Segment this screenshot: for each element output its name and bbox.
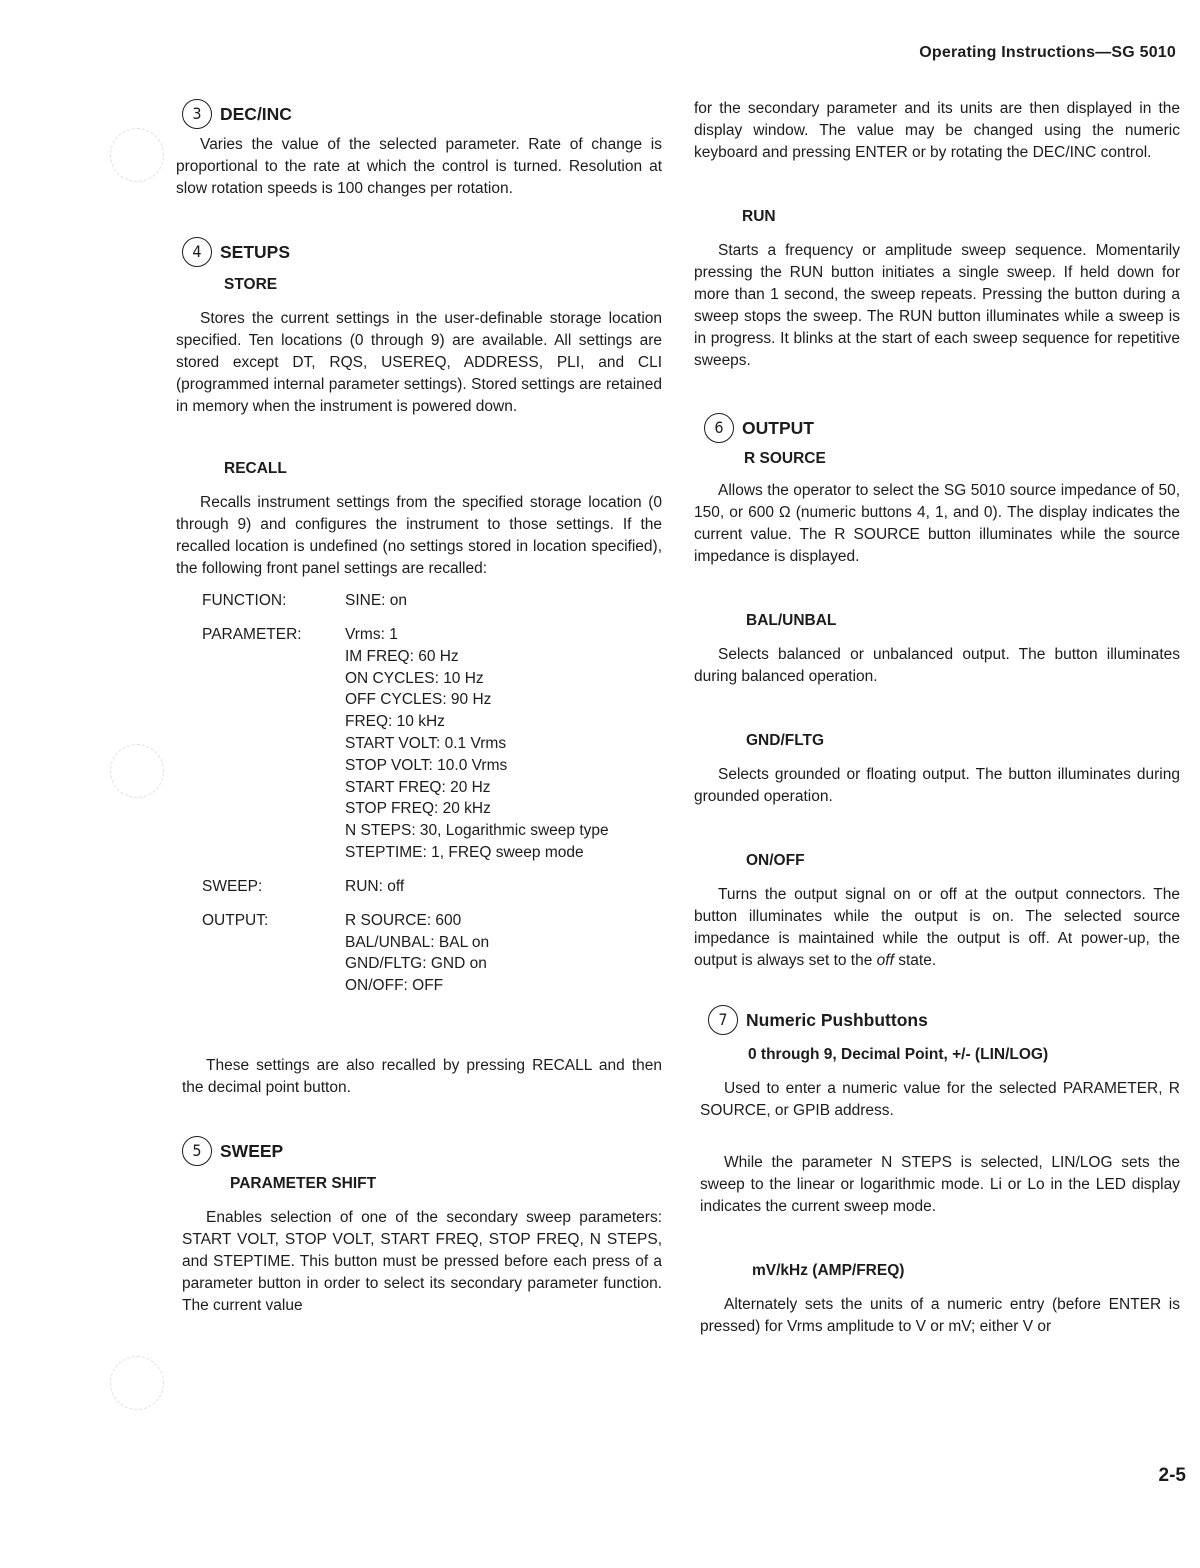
section-output-heading [704, 412, 1180, 444]
on-off-heading: ON/OFF [746, 852, 805, 869]
settings-row-function [202, 590, 662, 612]
section-number-badge: 7 [708, 1005, 738, 1035]
section-title: DEC/INC [220, 104, 292, 124]
parameter-shift-description: Enables selection of one of the secondary sweep parameters: START VOLT, STOP VOLT, START FREQ, STOP FREQ, N STEPS, and STEPTIME. This button must be pressed before each press of a parameter button in order to select its secondary parameter function. The current value [182, 1208, 662, 1314]
settings-value: STEPTIME: 1, FREQ sweep mode [345, 843, 584, 861]
punch-hole-mark [110, 744, 164, 798]
settings-row-sweep [202, 876, 662, 898]
lin-log-description: While the parameter N STEPS is selected, LIN/LOG sets the sweep to the linear or logarithmic mode. Li or Lo in the LED display indicates the current sweep mode. [700, 1154, 1180, 1215]
recall-footer-note: These settings are also recalled by pressing RECALL and then the decimal point button. [182, 1056, 662, 1096]
settings-key: OUTPUT: [202, 911, 269, 929]
section-number-badge: 6 [704, 413, 734, 443]
r-source-heading: R SOURCE [744, 450, 826, 467]
section-title: Numeric Pushbuttons [746, 1010, 928, 1030]
numeric-subheading: 0 through 9, Decimal Point, +/- (LIN/LOG) [748, 1046, 1049, 1063]
section-title: OUTPUT [742, 418, 814, 438]
run-description: Starts a frequency or amplitude sweep sequence. Momentarily pressing the RUN button initiates a single sweep. If held down for more than 1 second, the sweep repeats. Pressing the button during a sweep stops the sweep. The RUN button illuminates while a sweep is in progress. It blinks at the start of each sweep sequence for repetitive sweeps. [694, 242, 1180, 369]
settings-value: SINE: on [345, 592, 408, 609]
settings-value: ON/OFF: OFF [345, 977, 444, 995]
settings-key: FUNCTION: [202, 592, 287, 609]
settings-value: STOP FREQ: 20 kHz [345, 800, 491, 818]
on-off-italic-term: off [876, 952, 894, 969]
bal-unbal-heading: BAL/UNBAL [746, 612, 837, 629]
recall-heading: RECALL [224, 460, 287, 477]
gnd-fltg-heading: GND/FLTG [746, 732, 825, 749]
section-setups-heading [182, 236, 662, 268]
settings-value: BAL/UNBAL: BAL on [345, 933, 490, 951]
section-dec-inc-heading [182, 98, 662, 130]
section-title: SWEEP [220, 1140, 284, 1161]
settings-value: N STEPS: 30, Logarithmic sweep type [345, 822, 609, 840]
numeric-description: Used to enter a numeric value for the selected PARAMETER, R SOURCE, or GPIB address. [700, 1080, 1180, 1119]
settings-value: STOP VOLT: 10.0 Vrms [345, 756, 508, 774]
on-off-description [694, 884, 1180, 972]
settings-value: Vrms: 1 [345, 626, 398, 643]
gnd-fltg-description: Selects grounded or floating output. The button illuminates during grounded operation. [694, 766, 1180, 805]
left-column [176, 98, 662, 1317]
store-description: Stores the current settings in the user-definable storage location specified. Ten locations (0 through 9) are available. All settings are stored except DT, RQS, USEREQ, ADDRESS, PLI, and CLI (programmed internal parameter settings). Stored settings are retained in memory when the instrument is powered down. [176, 310, 662, 415]
settings-value: START FREQ: 20 Hz [345, 778, 491, 796]
settings-value: ON CYCLES: 10 Hz [345, 669, 484, 687]
section-number-badge: 3 [182, 99, 212, 129]
settings-value: RUN: off [345, 877, 405, 895]
settings-values [345, 590, 407, 612]
r-source-description: Allows the operator to select the SG 5010 source impedance of 50, 150, or 600 Ω (numeric buttons 4, 1, and 0). The display indicates the current value. The R SOURCE button illuminates while the source impedance is displayed. [694, 482, 1180, 565]
punch-hole-mark [110, 128, 164, 182]
parameter-shift-continued: for the secondary parameter and its units are then displayed in the display window. The value may be changed using the numeric keyboard and pressing ENTER or by rotating the DEC/INC control. [694, 100, 1180, 161]
on-off-text-end: state. [898, 952, 937, 969]
settings-value: START VOLT: 0.1 Vrms [345, 734, 507, 752]
page-number: 2-5 [1158, 1465, 1186, 1486]
settings-value: R SOURCE: 600 [345, 911, 462, 929]
settings-value: GND/FLTG: GND on [345, 955, 487, 973]
settings-values [345, 876, 404, 898]
recall-settings-table [202, 590, 662, 997]
settings-key: PARAMETER: [202, 626, 302, 643]
mv-khz-description: Alternately sets the units of a numeric entry (before ENTER is pressed) for Vrms amplitude to V or mV; either V or [700, 1296, 1180, 1335]
dec-inc-description: Varies the value of the selected parameter. Rate of change is proportional to the rate at which the control is turned. Resolution at slow rotation speeds is 100 changes per rotation. [176, 136, 662, 197]
store-heading: STORE [224, 276, 278, 293]
punch-hole-mark [110, 1356, 164, 1410]
settings-values [345, 624, 609, 864]
section-number-badge: 4 [182, 237, 212, 267]
parameter-shift-heading: PARAMETER SHIFT [230, 1174, 377, 1192]
settings-value: FREQ: 10 kHz [345, 713, 445, 731]
section-sweep-heading [182, 1135, 662, 1167]
section-numeric-heading [708, 1004, 1180, 1036]
section-number-badge: 5 [182, 1136, 212, 1166]
run-heading: RUN [742, 208, 776, 225]
bal-unbal-description: Selects balanced or unbalanced output. The button illuminates during balanced operation. [694, 646, 1180, 685]
section-title: SETUPS [220, 242, 291, 262]
page-header: Operating Instructions—SG 5010 [919, 44, 1176, 61]
on-off-text: Turns the output signal on or off at the output connectors. The button illuminates while the output is on. The selected source impedance is maintained while the output is off. At power-up, the output is always set to the [694, 886, 1180, 969]
settings-key: SWEEP: [202, 877, 263, 895]
recall-description: Recalls instrument settings from the specified storage location (0 through 9) and configures the instrument to those settings. If the recalled location is undefined (no settings stored in location specified), the following front panel settings are recalled: [176, 494, 662, 577]
mv-khz-heading: mV/kHz (AMP/FREQ) [752, 1262, 905, 1279]
settings-row-output [202, 910, 662, 997]
settings-value: IM FREQ: 60 Hz [345, 647, 459, 665]
settings-row-parameter [202, 624, 662, 864]
right-column [694, 98, 1180, 1338]
settings-values [345, 910, 489, 997]
settings-value: OFF CYCLES: 90 Hz [345, 691, 492, 709]
